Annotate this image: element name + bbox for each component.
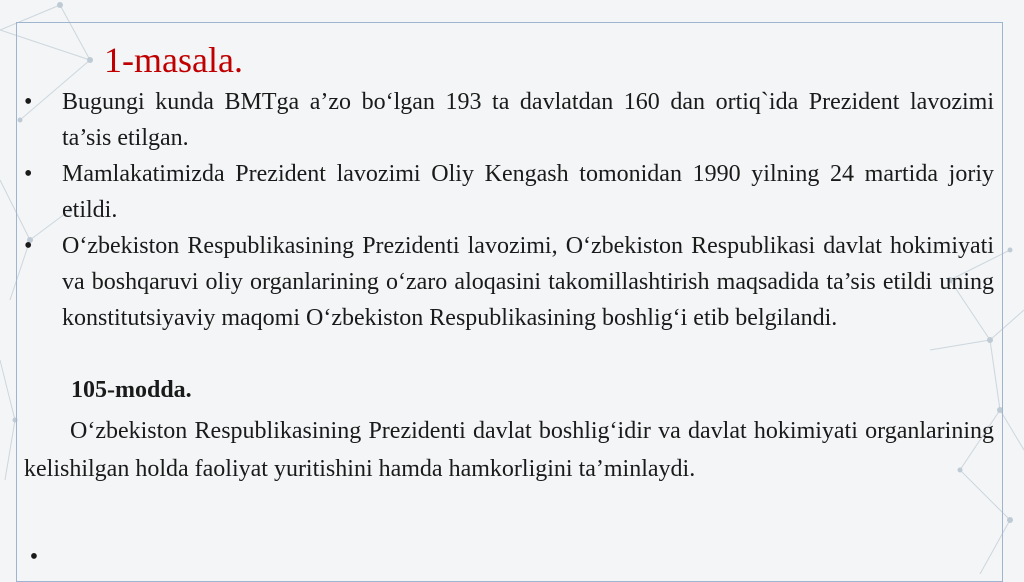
bullet-marker: • xyxy=(24,233,33,259)
bullet-text: O‘zbekiston Respublikasining Prezidenti lavozimi, O‘zbekiston Respublikasi davlat hokimiyati va boshqaruvi oliy organlarining o‘zaro aloqasini takomillashtirish maqsadida ta’sis etildi uning konstitutsiyaviy maqomi O‘zbekiston Respublikasining boshlig‘i etib belgilandi. xyxy=(62,233,994,331)
bullet-list xyxy=(24,84,994,336)
bullet-marker: • xyxy=(24,89,33,115)
bullet-item xyxy=(24,228,994,336)
article-body: O‘zbekiston Respublikasining Prezidenti davlat boshlig‘idir va davlat hokimiyati organlarining kelishilgan holda faoliyat yuritishini hamda hamkorligini ta’minlaydi. xyxy=(24,418,994,482)
bullet-item xyxy=(24,156,994,228)
bullet-marker: • xyxy=(24,161,33,187)
empty-bullet-marker: • xyxy=(29,544,39,570)
bullet-item xyxy=(24,84,994,156)
bullet-text: Bugungi kunda BMTga a’zo bo‘lgan 193 ta davlatdan 160 dan ortiq`ida Prezident lavozimi ta’sis etilgan. xyxy=(62,89,994,151)
article-title: 105-modda. xyxy=(71,377,192,403)
bullet-text: Mamlakatimizda Prezident lavozimi Oliy Kengash tomonidan 1990 yilning 24 martida joriy etildi. xyxy=(62,161,994,223)
slide-title: 1-masala. xyxy=(104,40,243,80)
